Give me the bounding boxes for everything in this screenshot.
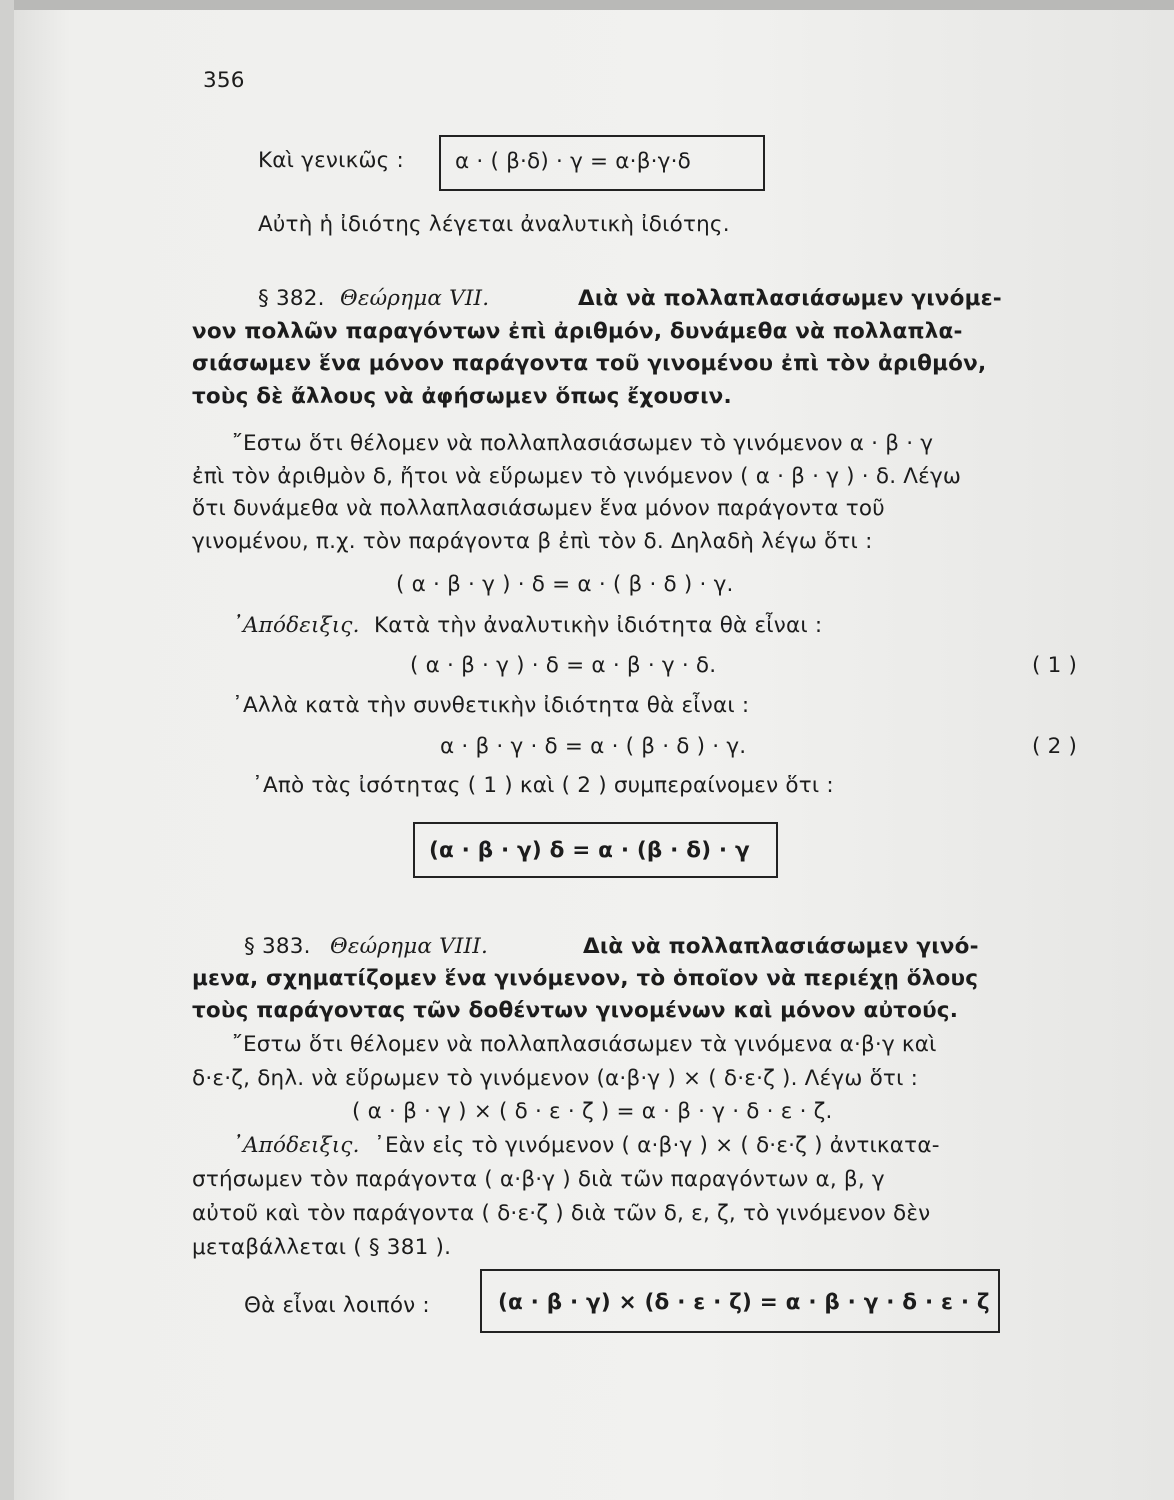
section-383-number: § 383. <box>244 934 311 959</box>
result-box-382 <box>413 822 778 878</box>
synthetic-property-line: ᾿Αλλὰ κατὰ τὴν συνθετικὴν ἰδιότητα θὰ εἶναι : <box>232 693 750 718</box>
section-383-theorem: Θεώρημα VIII. <box>330 934 488 959</box>
equation-1-tag: ( 1 ) <box>1032 653 1078 678</box>
page-left-edge <box>0 0 14 1500</box>
section-382-number: § 382. <box>258 286 325 311</box>
section-383-claim: ( α · β · γ ) × ( δ · ε · ζ ) = α · β · γ · δ · ε · ζ. <box>352 1099 833 1124</box>
section-382-proof-label: ᾿Απόδειξις. <box>232 613 360 638</box>
analytic-property-line: Αὐτὴ ἡ ἰδιότης λέγεται ἀναλυτικὴ ἰδιότης. <box>258 212 730 237</box>
equation-1: ( α · β · γ ) · δ = α · β · γ · δ. <box>410 653 717 678</box>
conclusion-line: ᾿Απὸ τὰς ἰσότητας ( 1 ) καὶ ( 2 ) συμπεραίνομεν ὅτι : <box>252 773 834 798</box>
formula-box-general <box>439 135 765 191</box>
result-formula-382: (α · β · γ) δ = α · (β · δ) · γ <box>429 838 750 863</box>
final-lead: Θὰ εἶναι λοιπόν : <box>244 1293 430 1318</box>
formula-general: α · ( β·δ) · γ = α·β·γ·δ <box>455 149 691 174</box>
section-382-body-line: ῎Εστω ὅτι θέλομεν νὰ πολλαπλασιάσωμεν τὸ γινόμενον α · β · γ <box>232 431 934 456</box>
general-lead: Καὶ γενικῶς : <box>258 148 404 173</box>
section-382-theorem: Θεώρημα VII. <box>340 286 490 311</box>
final-result-box <box>480 1269 1000 1333</box>
equation-2: α · β · γ · δ = α · ( β · δ ) · γ. <box>440 734 747 759</box>
section-383-statement-line: Διὰ νὰ πολλαπλασιάσωμεν γινό- <box>583 934 979 959</box>
section-383-proof-line: στήσωμεν τὸν παράγοντα ( α·β·γ ) διὰ τῶν παραγόντων α, β, γ <box>192 1167 885 1192</box>
section-383-statement-line: μενα, σχηματίζομεν ἕνα γινόμενον, τὸ ὁποῖον νὰ περιέχῃ ὅλους <box>192 966 979 991</box>
section-382-body-line: ὅτι δυνάμεθα νὰ πολλαπλασιάσωμεν ἕνα μόνον παράγοντα τοῦ <box>192 496 885 521</box>
section-383-proof-line: ᾿Εὰν εἰς τὸ γινόμενον ( α·β·γ ) × ( δ·ε·ζ ) ἀντικατα- <box>374 1133 940 1158</box>
final-result-formula: (α · β · γ) × (δ · ε · ζ) = α · β · γ · δ · ε · ζ <box>498 1290 990 1315</box>
section-382-statement-line: σιάσωμεν ἕνα μόνον παράγοντα τοῦ γινομένου ἐπὶ τὸν ἀριθμόν, <box>192 351 987 376</box>
section-383-statement-line: τοὺς παράγοντας τῶν δοθέντων γινομένων καὶ μόνον αὐτούς. <box>192 998 959 1023</box>
section-383-proof-line: αὐτοῦ καὶ τὸν παράγοντα ( δ·ε·ζ ) διὰ τῶν δ, ε, ζ, τὸ γινόμενον δὲν <box>192 1201 931 1226</box>
page-top-edge <box>0 0 1174 10</box>
equation-2-tag: ( 2 ) <box>1032 734 1078 759</box>
section-383-body-line: δ·ε·ζ, δηλ. νὰ εὕρωμεν τὸ γινόμενον (α·β·γ ) × ( δ·ε·ζ ). Λέγω ὅτι : <box>192 1066 919 1091</box>
section-383-proof-label: ᾿Απόδειξις. <box>232 1133 360 1158</box>
section-383-body-line: ῎Εστω ὅτι θέλομεν νὰ πολλαπλασιάσωμεν τὰ γινόμενα α·β·γ καὶ <box>232 1032 937 1057</box>
section-383-proof-line: μεταβάλλεται ( § 381 ). <box>192 1235 452 1260</box>
section-382-claim: ( α · β · γ ) · δ = α · ( β · δ ) · γ. <box>396 572 734 597</box>
section-382-statement-line: τοὺς δὲ ἄλλους νὰ ἀφήσωμεν ὅπως ἔχουσιν. <box>192 384 732 409</box>
section-382-statement-line: Διὰ νὰ πολλαπλασιάσωμεν γινόμε- <box>578 286 1002 311</box>
section-382-body-line: γινομένου, π.χ. τὸν παράγοντα β ἐπὶ τὸν δ. Δηλαδὴ λέγω ὅτι : <box>192 529 873 554</box>
section-382-proof-text: Κατὰ τὴν ἀναλυτικὴν ἰδιότητα θὰ εἶναι : <box>374 613 823 638</box>
page-number: 356 <box>203 68 245 93</box>
section-382-body-line: ἐπὶ τὸν ἀριθμὸν δ, ἤτοι νὰ εὕρωμεν τὸ γινόμενον ( α · β · γ ) · δ. Λέγω <box>192 464 962 489</box>
section-382-statement-line: νον πολλῶν παραγόντων ἐπὶ ἀριθμόν, δυνάμεθα νὰ πολλαπλα- <box>192 319 963 344</box>
